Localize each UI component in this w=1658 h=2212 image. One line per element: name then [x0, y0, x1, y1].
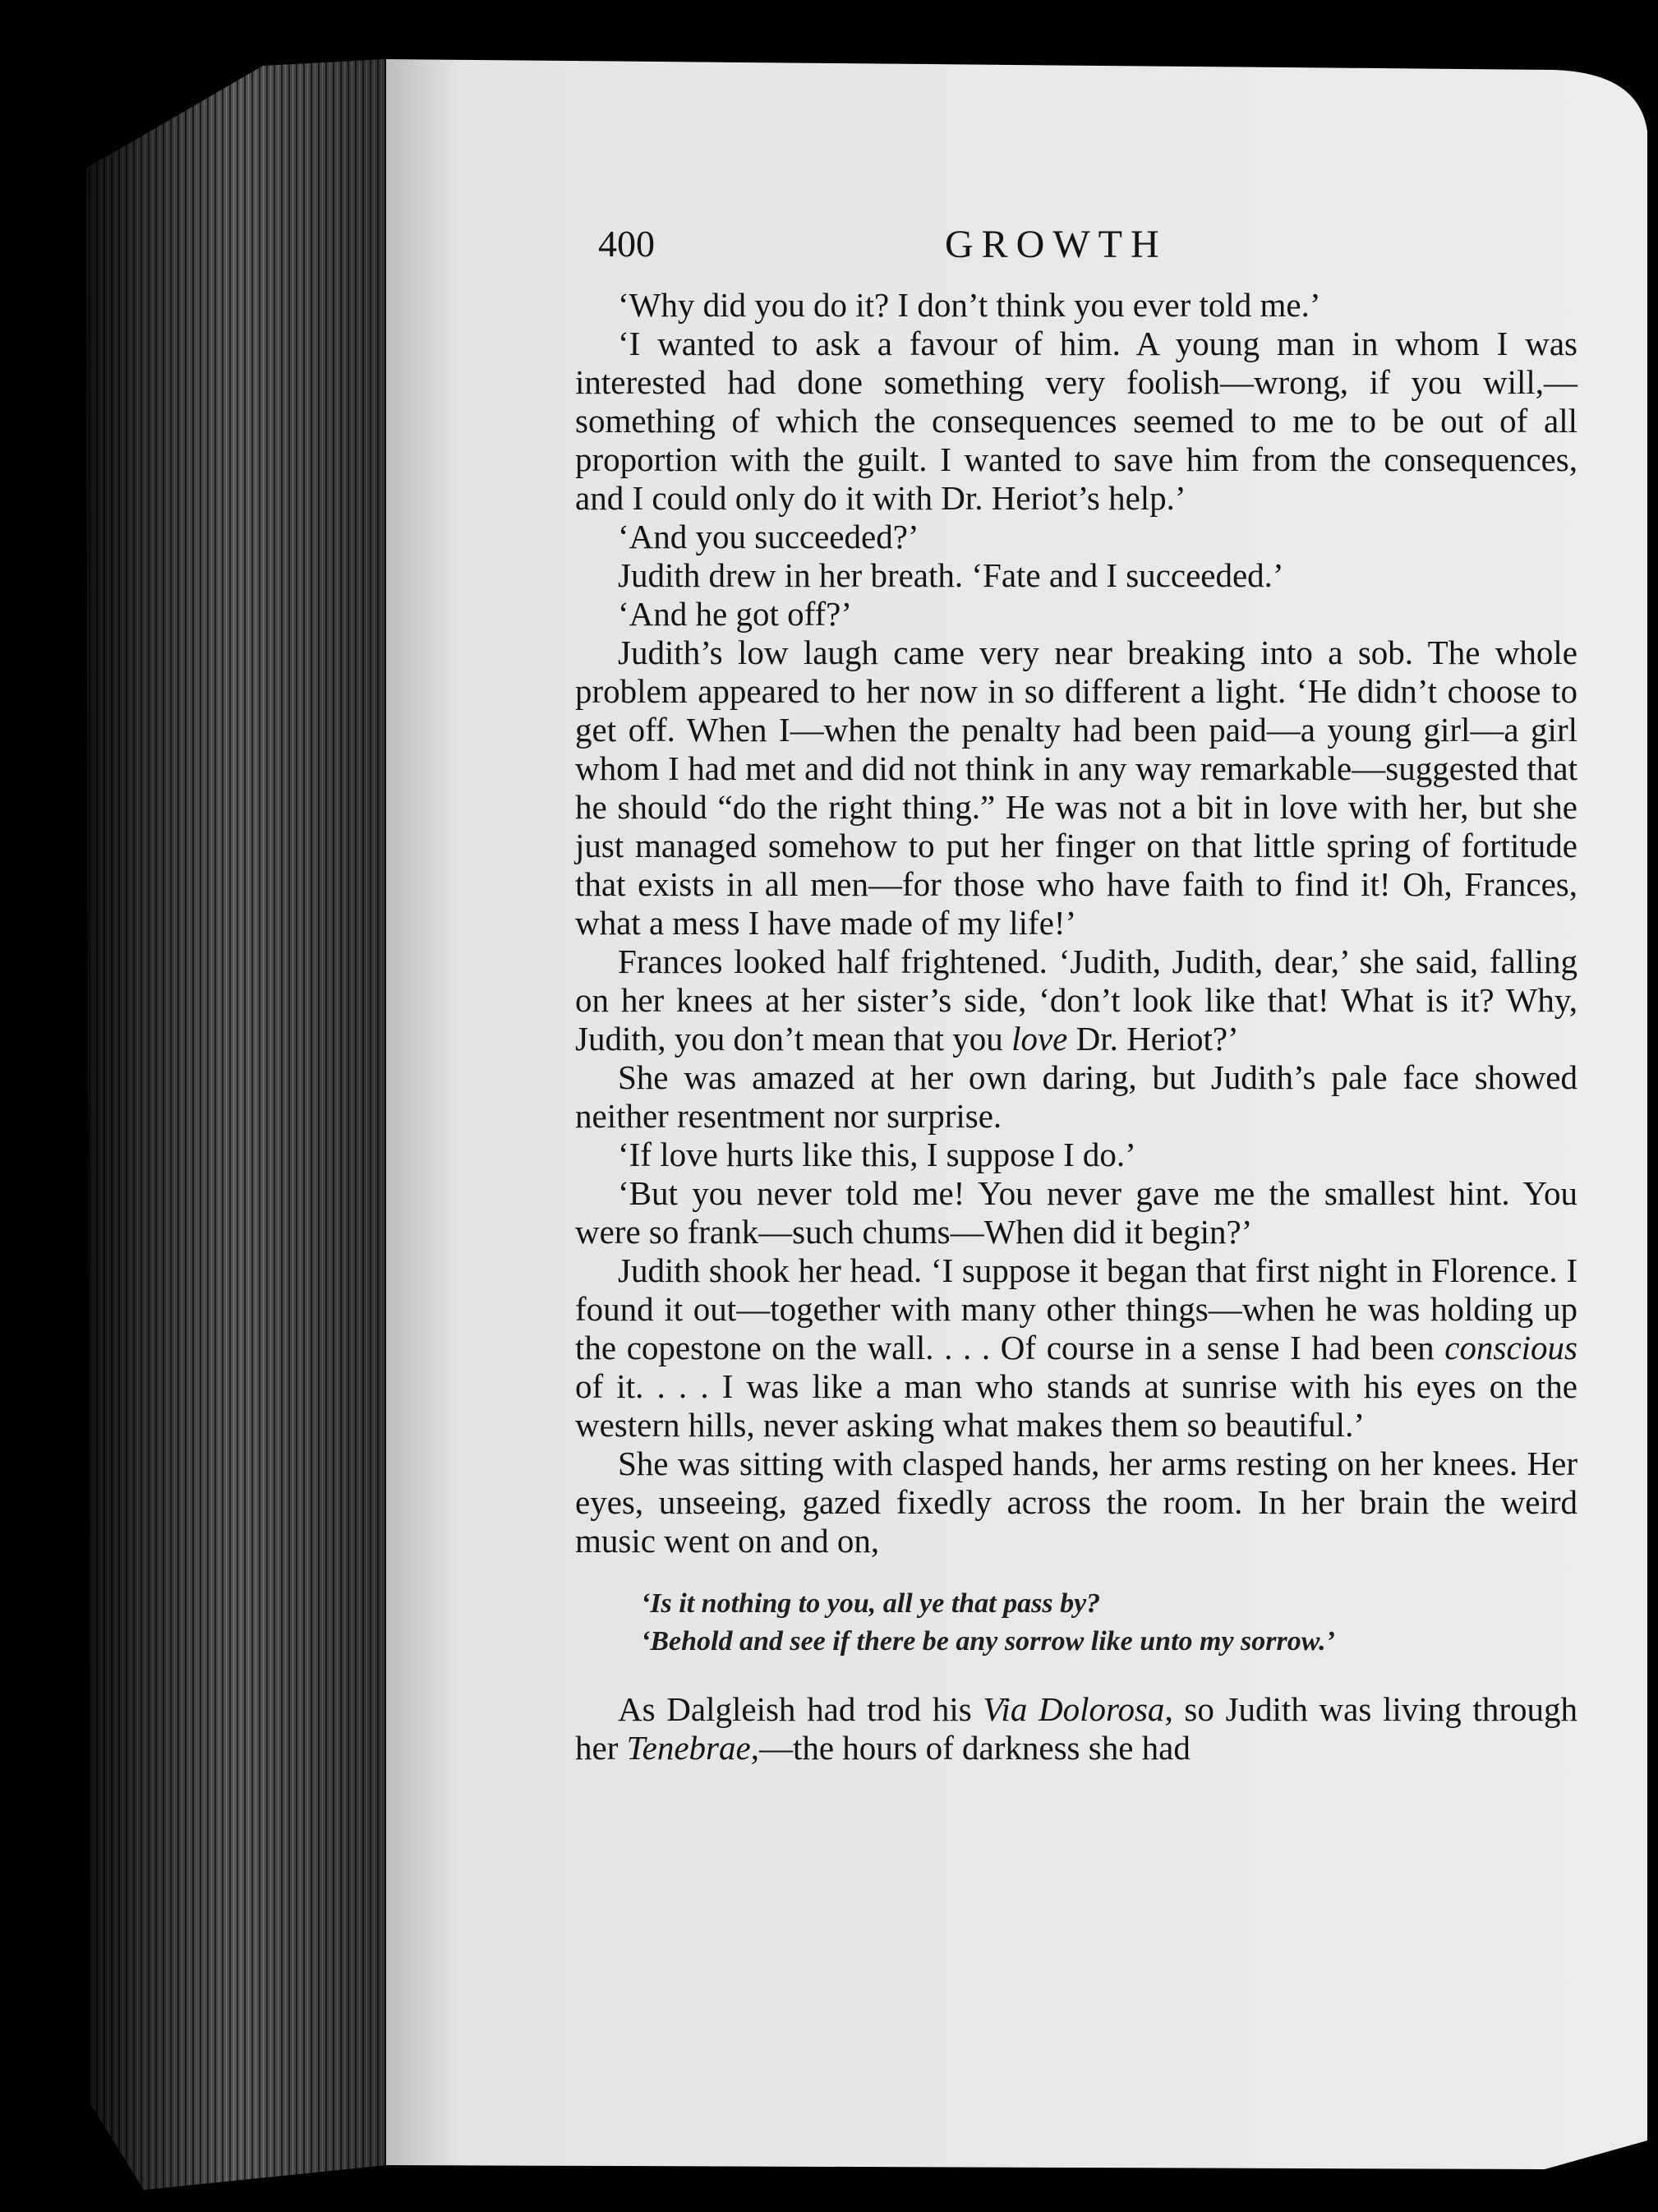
final-paragraph [575, 1690, 1577, 1767]
paragraph: She was sitting with clasped hands, her arms resting on her knees. Her eyes, unseeing, gazed fixedly across the room. In her brain the weird music went on and on, [575, 1445, 1577, 1560]
page-number: 400 [598, 223, 655, 265]
emphasis-text: conscious [1444, 1329, 1577, 1366]
verse-line: ‘Is it nothing to you, all ye that pass by? [641, 1588, 1101, 1619]
paragraph-text: , so Judith was living through her [575, 1690, 1577, 1767]
paragraph [575, 942, 1577, 1058]
paragraph-text: ,—the hours of darkness she had [750, 1729, 1191, 1767]
paragraph-text: Judith shook her head. ‘I suppose it began that first night in Florence. I found it out—together with many other things—when he was holding up the copestone on the wall. . . . Of course in a sense I had been [575, 1251, 1577, 1366]
paragraph: ‘If love hurts like this, I suppose I do.’ [618, 1136, 1136, 1173]
paragraph: ‘But you never told me! You never gave me the smallest hint. You were so frank—such chums—When did it begin?’ [575, 1174, 1577, 1251]
running-head [575, 205, 1577, 279]
paragraph: She was amazed at her own daring, but Judith’s pale face showed neither resentment nor surprise. [575, 1058, 1577, 1135]
body-text [575, 286, 1577, 1560]
verse-line: ‘Behold and see if there be any sorrow like unto my sorrow.’ [641, 1626, 1335, 1657]
paragraph-text: As Dalgleish had trod his [618, 1690, 983, 1728]
page-content [575, 205, 1577, 1767]
emphasis-text: love [1011, 1020, 1068, 1058]
paragraph: ‘Why did you do it? I don’t think you ever told me.’ [618, 286, 1321, 324]
paragraph: Judith’s low laugh came very near breaking into a sob. The whole problem appeared to her now in so different a light. ‘He didn’t choose to get off. When I—when the penalty had been paid—a young girl—a girl whom I had met and did not think in any way remarkable—suggested that he should “do the right thing.” He was not a bit in love with her, but she just managed somehow to put her finger on that little spring of fortitude that exists in all men—for those who have faith to find it! Oh, Frances, what a mess I have made of my life!’ [575, 634, 1577, 942]
paragraph: ‘And you succeeded?’ [618, 518, 919, 555]
paragraph: Judith drew in her breath. ‘Fate and I succeeded.’ [618, 556, 1284, 594]
running-title: GROWTH [945, 223, 1168, 266]
paragraph-text: Frances looked half frightened. ‘Judith, Judith, dear,’ she said, falling on her knees at her sister’s side, ‘don’t look like that! What is it? Why, Judith, you don’t mean that you [575, 942, 1577, 1058]
paragraph: ‘And he got off?’ [618, 595, 853, 633]
verse-quotation [641, 1585, 1577, 1661]
paragraph-text: of it. . . . I was like a man who stands at sunrise with his eyes on the western hills, never asking what makes them so beautiful.’ [575, 1367, 1577, 1444]
paragraph-text: Dr. Heriot?’ [1067, 1020, 1239, 1058]
paragraph [575, 1251, 1577, 1445]
paragraph: ‘I wanted to ask a favour of him. A young man in whom I was interested had done something very foolish—wrong, if you will,—something of which the consequences seemed to me to be out of all proportion with the guilt. I wanted to save him from the consequences, and I could only do it with Dr. Heriot’s help.’ [575, 325, 1577, 517]
emphasis-text: Via Dolorosa [983, 1690, 1165, 1728]
emphasis-text: Tenebrae [626, 1729, 751, 1767]
